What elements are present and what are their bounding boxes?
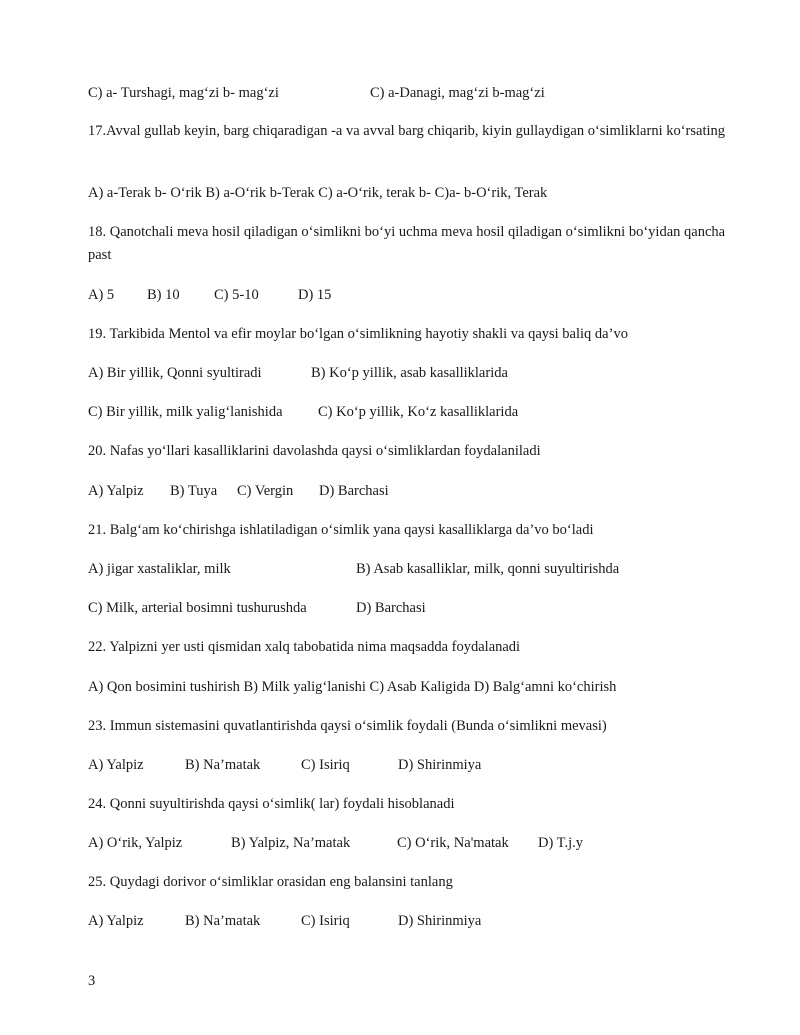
answer-line-17: A) a-Terak b- O‘rik B) a-O‘rik b-Terak C) a-O‘rik, terak b- C)a- b-O‘rik, Terak xyxy=(88,185,548,201)
question-21: 21. Balg‘am ko‘chirishga ishlatiladigan o‘simlik yana qaysi kasalliklarga da’vo bo‘ladi xyxy=(88,522,594,538)
answer-line-22: A) Qon bosimini tushirish B) Milk yalig‘lanishi C) Asab Kaligida D) Balg‘amni ko‘chirish xyxy=(88,679,617,695)
answer-option: B) Asab kasalliklar, milk, qonni suyultirishda xyxy=(356,561,620,577)
question-18: 18. Qanotchali meva hosil qiladigan o‘simlikni bo‘yi uchma meva hosil qiladigan o‘simlikni bo‘yidan qancha past xyxy=(88,224,726,263)
answer-option: A) Yalpiz xyxy=(88,913,144,929)
question-17: 17.Avval gullab keyin, barg chiqaradigan -a va avval barg chiqarib, kiyin gullaydigan o‘simliklarni ko‘rsating xyxy=(88,123,726,139)
answer-option: D) Shirinmiya xyxy=(398,913,482,929)
answer-option: B) Na’matak xyxy=(185,757,261,773)
answer-option: B) Yalpiz, Na’matak xyxy=(231,835,351,851)
answer-option: B) Ko‘p yillik, asab kasalliklarida xyxy=(311,365,508,381)
answer-option: D) T.j.y xyxy=(538,835,583,851)
answer-option: A) Yalpiz xyxy=(88,483,144,499)
answer-option: C) Milk, arterial bosimni tushurushda xyxy=(88,600,307,616)
answer-option: B) Na’matak xyxy=(185,913,261,929)
answer-option: C) a- Turshagi, mag‘zi b- mag‘zi xyxy=(88,85,279,101)
question-25: 25. Quydagi dorivor o‘simliklar orasidan eng balansini tanlang xyxy=(88,874,453,890)
answer-option: C) 5-10 xyxy=(214,287,259,303)
answer-option: C) Ko‘p yillik, Ko‘z kasalliklarida xyxy=(318,404,519,420)
page-number: 3 xyxy=(88,973,96,989)
answer-option: A) jigar xastaliklar, milk xyxy=(88,561,231,577)
answer-option: C) a-Danagi, mag‘zi b-mag‘zi xyxy=(370,85,545,101)
answer-option: C) Isiriq xyxy=(301,757,350,773)
answer-option: B) Tuya xyxy=(170,483,218,499)
answer-option: C) Vergin xyxy=(237,483,294,499)
question-22: 22. Yalpizni yer usti qismidan xalq tabobatida nima maqsadda foydalanadi xyxy=(88,639,521,655)
question-20: 20. Nafas yo‘llari kasalliklarini davolashda qaysi o‘simliklardan foydalaniladi xyxy=(88,443,541,459)
answer-option: C) Bir yillik, milk yalig‘lanishida xyxy=(88,404,283,420)
answer-option: A) O‘rik, Yalpiz xyxy=(88,835,183,851)
answer-option: A) Yalpiz xyxy=(88,757,144,773)
answer-option: C) Isiriq xyxy=(301,913,350,929)
question-23: 23. Immun sistemasini quvatlantirishda qaysi o‘simlik foydali (Bunda o‘simlikni mevasi) xyxy=(88,718,607,734)
answer-option: D) Shirinmiya xyxy=(398,757,482,773)
answer-option: D) Barchasi xyxy=(356,600,426,616)
question-19: 19. Tarkibida Mentol va efir moylar bo‘lgan o‘simlikning hayotiy shakli va qaysi baliq da’vo xyxy=(88,326,628,342)
question-24: 24. Qonni suyultirishda qaysi o‘simlik( lar) foydali hisoblanadi xyxy=(88,796,455,812)
answer-option: B) 10 xyxy=(147,287,180,303)
answer-option: D) 15 xyxy=(298,287,332,303)
answer-option: A) 5 xyxy=(88,287,115,303)
answer-option: A) Bir yillik, Qonni syultiradi xyxy=(88,365,262,381)
answer-option: D) Barchasi xyxy=(319,483,389,499)
answer-option: C) O‘rik, Na'matak xyxy=(397,835,509,851)
